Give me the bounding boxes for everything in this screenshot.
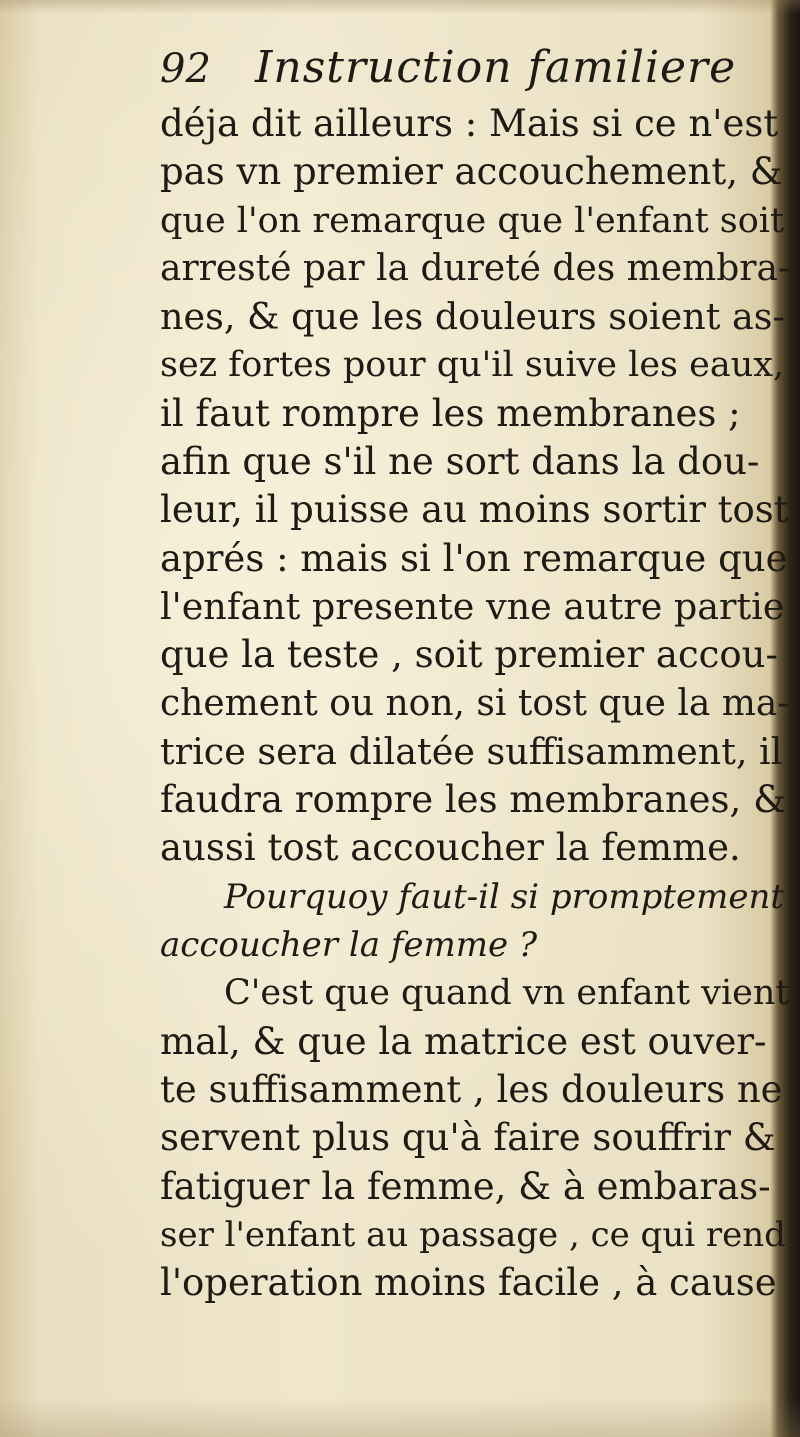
- page-header: [150, 42, 770, 104]
- text-line: te suffisamment , les douleurs ne: [160, 1067, 783, 1111]
- text-line: que la teste , soit premier accou-: [160, 633, 778, 677]
- text-line: servent plus qu'à faire souffrir &: [160, 1116, 776, 1160]
- text-line: leur, il puisse au moins sortir tost: [160, 488, 789, 532]
- text-line: faudra rompre les membranes, &: [160, 778, 787, 822]
- page-bottom-edge: [0, 1397, 800, 1437]
- text-line: nes, & que les douleurs soient as-: [160, 295, 785, 339]
- page-number: 92: [160, 46, 211, 92]
- text-line: arresté par la dureté des membra-: [160, 247, 790, 289]
- text-line: que l'on remarque que l'enfant soit: [160, 200, 785, 241]
- text-line: afin que s'il ne sort dans la dou-: [160, 440, 760, 484]
- page-top-edge: [0, 0, 800, 14]
- text-line: sez fortes pour qu'il suive les eaux,: [160, 345, 785, 386]
- text-line: déja dit ailleurs : Mais si ce n'est: [160, 102, 779, 145]
- text-line: il faut rompre les membranes ;: [160, 391, 741, 435]
- body-text: [160, 100, 790, 1307]
- text-line: mal, & que la matrice est ouver-: [160, 1019, 767, 1063]
- text-line: chement ou non, si tost que la ma-: [160, 682, 790, 724]
- text-line: pas vn premier accouchement, &: [160, 150, 783, 194]
- text-line: fatiguer la femme, & à embaras-: [160, 1164, 771, 1208]
- text-line: ser l'enfant au passage , ce qui rend: [160, 1214, 786, 1255]
- text-line: accoucher la femme ?: [160, 925, 538, 966]
- text-line: aussi tost accoucher la femme.: [160, 826, 741, 870]
- text-line: aprés : mais si l'on remarque que: [160, 536, 788, 580]
- text-line: l'operation moins facile , à cause: [160, 1261, 777, 1305]
- text-line: Pourquoy faut-il si promptement: [224, 876, 785, 917]
- text-line: trice sera dilatée suffisamment, il: [160, 729, 783, 773]
- text-line: l'enfant presente vne autre partie: [160, 584, 785, 628]
- running-title: Instruction familiere: [255, 42, 737, 93]
- text-line: C'est que quand vn enfant vient: [224, 973, 790, 1014]
